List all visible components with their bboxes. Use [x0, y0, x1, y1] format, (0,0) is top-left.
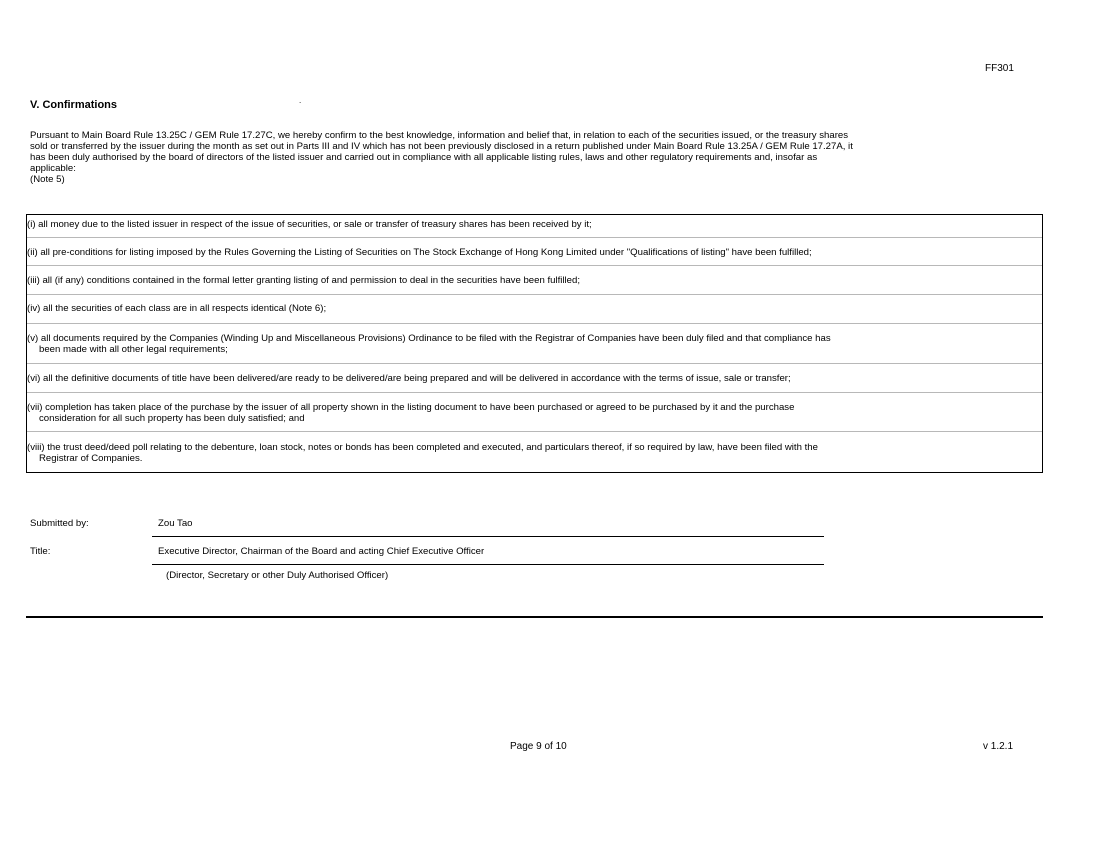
confirmation-item-i: [27, 219, 1035, 230]
bottom-divider: [26, 616, 1043, 618]
title-note: (Director, Secretary or other Duly Authorised Officer): [166, 570, 389, 581]
row-divider: [27, 363, 1042, 364]
row-divider: [27, 431, 1042, 432]
confirmation-item-ii: [27, 247, 1035, 258]
row-divider: [27, 265, 1042, 266]
row-divider: [27, 392, 1042, 393]
intro-line: sold or transferred by the issuer during the month as set out in Parts III and IV which has not been previously disclosed in a return published under Main Board Rule 13.25A / GEM Rule 17.27A, it: [30, 141, 853, 152]
confirmation-text: (v) all documents required by the Companies (Winding Up and Miscellaneous Provisions) Ordinance to be filed with the Registrar of Companies have been duly filed and that compliance has: [27, 333, 831, 344]
row-divider: [27, 294, 1042, 295]
confirmation-item-vi: [27, 373, 1035, 384]
intro-line: Pursuant to Main Board Rule 13.25C / GEM Rule 17.27C, we hereby confirm to the best knowledge, information and belief that, in relation to each of the securities issued, or the treasury shares: [30, 130, 849, 141]
confirmation-text-cont: been made with all other legal requirements;: [39, 344, 228, 355]
row-divider: [27, 323, 1042, 324]
row-divider: [27, 237, 1042, 238]
intro-line: applicable:: [30, 163, 76, 174]
stray-mark: .: [299, 96, 302, 105]
title-underline: [152, 564, 824, 565]
intro-paragraph: [30, 130, 1040, 185]
confirmation-text: (i) all money due to the listed issuer in respect of the issue of securities, or sale or transfer of treasury shares has been received by it;: [27, 219, 592, 230]
page-number: Page 9 of 10: [510, 741, 567, 752]
confirmation-item-v: [27, 333, 1035, 355]
section-title: V. Confirmations: [30, 99, 117, 111]
confirmation-item-vii: [27, 402, 1035, 424]
form-code: FF301: [985, 63, 1014, 74]
submitted-by-value: Zou Tao: [158, 518, 193, 529]
confirmation-text: (ii) all pre-conditions for listing imposed by the Rules Governing the Listing of Securities on The Stock Exchange of Hong Kong Limited under "Qualifications of listing" have been fulfilled;: [27, 247, 812, 258]
confirmation-text: (iii) all (if any) conditions contained in the formal letter granting listing of and permission to deal in the securities have been fulfilled;: [27, 275, 580, 286]
intro-line: (Note 5): [30, 174, 65, 185]
confirmation-text-cont: Registrar of Companies.: [39, 453, 143, 464]
submitted-by-underline: [152, 536, 824, 537]
confirmation-text-cont: consideration for all such property has been duly satisfied; and: [39, 413, 305, 424]
confirmation-text: (viii) the trust deed/deed poll relating to the debenture, loan stock, notes or bonds has been completed and executed, and particulars thereof, if so required by law, have been filed with the: [27, 442, 818, 453]
title-value: Executive Director, Chairman of the Board and acting Chief Executive Officer: [158, 546, 485, 557]
confirmation-item-iv: [27, 303, 1035, 314]
version-label: v 1.2.1: [983, 741, 1014, 752]
confirmation-text: (iv) all the securities of each class are in all respects identical (Note 6);: [27, 303, 327, 314]
submitted-by-label: Submitted by:: [30, 518, 89, 529]
confirmation-text: (vii) completion has taken place of the purchase by the issuer of all property shown in the listing document to have been purchased or agreed to be purchased by it and the purchase: [27, 402, 795, 413]
confirmation-text: (vi) all the definitive documents of title have been delivered/are ready to be delivered/are being prepared and will be delivered in accordance with the terms of issue, sale or transfer;: [27, 373, 791, 384]
confirmation-item-iii: [27, 275, 1035, 286]
title-label: Title:: [30, 546, 51, 557]
confirmation-item-viii: [27, 442, 1035, 464]
intro-line: has been duly authorised by the board of directors of the listed issuer and carried out in compliance with all applicable listing rules, laws and other regulatory requirements and, insofar as: [30, 152, 818, 163]
confirmations-box: [26, 214, 1043, 473]
